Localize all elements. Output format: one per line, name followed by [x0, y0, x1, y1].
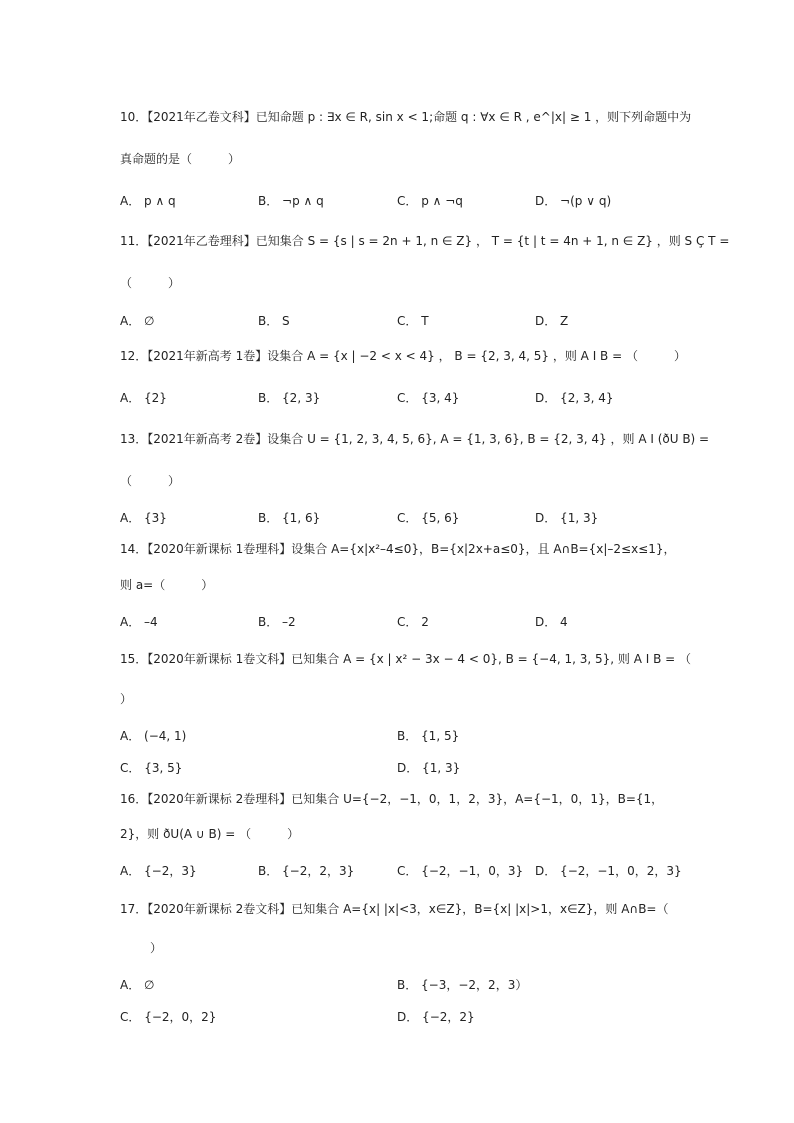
- q16-stem-cont: 2}，则 ðU(A ∪ B) = （ ）: [120, 827, 300, 841]
- q15-stem: 15．【2020年新课标 1卷文科】已知集合 A = {x | x² − 3x − 4 < 0}, B = {−4, 1, 3, 5}, 则 A I B = （: [120, 652, 692, 666]
- q14-option-d: D． 4: [535, 615, 568, 629]
- q11-option-a: A． ∅: [120, 314, 155, 328]
- q14-stem-cont: 则 a=（ ）: [120, 578, 214, 592]
- q13-option-b: B． {1, 6}: [258, 511, 321, 525]
- q10-option-d: D． ¬(p ∨ q): [535, 194, 612, 208]
- q16-stem: 16．【2020年新课标 2卷理科】已知集合 U={−2，−1，0，1，2，3}，A={−1，0，1}，B={1，: [120, 792, 664, 806]
- q12-option-b: B． {2, 3}: [258, 391, 321, 405]
- q11-stem-cont: （ ）: [120, 276, 181, 290]
- q16-option-b: B． {−2，2，3}: [258, 864, 355, 878]
- q16-option-a: A． {−2，3}: [120, 864, 197, 878]
- q10-stem: 10．【2021年乙卷文科】已知命题 p : ∃x ∈ R, sin x < 1;命题 q : ∀x ∈ R , e^|x| ≥ 1 ，则下列命题中为: [120, 110, 692, 124]
- q15-option-b: B． {1, 5}: [397, 729, 460, 743]
- q11-option-c: C． T: [397, 314, 429, 328]
- q12-option-d: D． {2, 3, 4}: [535, 391, 614, 405]
- q15-option-d: D． {1, 3}: [397, 761, 461, 775]
- q15-stem-cont: ）: [120, 692, 133, 706]
- q17-option-c: C． {−2，0，2}: [120, 1010, 217, 1024]
- q14-option-c: C． 2: [397, 615, 429, 629]
- q15-option-c: C． {3, 5}: [120, 761, 183, 775]
- q12-stem: 12．【2021年新高考 1卷】设集合 A = {x | −2 < x < 4} ， B = {2, 3, 4, 5} ，则 A I B = （ ）: [120, 349, 686, 363]
- q13-option-a: A． {3}: [120, 511, 167, 525]
- q12-option-c: C． {3, 4}: [397, 391, 460, 405]
- q13-option-c: C． {5, 6}: [397, 511, 460, 525]
- q16-option-d: D． {−2，−1，0，2，3}: [535, 864, 682, 878]
- q12-option-a: A． {2}: [120, 391, 167, 405]
- q17-option-d: D． {−2，2}: [397, 1010, 475, 1024]
- q10-option-c: C． p ∧ ¬q: [397, 194, 463, 208]
- q10-option-a: A． p ∧ q: [120, 194, 176, 208]
- q13-option-d: D． {1, 3}: [535, 511, 599, 525]
- q11-option-b: B． S: [258, 314, 290, 328]
- q13-stem-cont: （ ）: [120, 474, 181, 488]
- q15-option-a: A． (−4, 1): [120, 729, 187, 743]
- q17-option-a: A． ∅: [120, 978, 155, 992]
- q14-option-b: B． –2: [258, 615, 296, 629]
- q11-stem: 11．【2021年乙卷理科】已知集合 S = {s | s = 2n + 1, n ∈ Z} ， T = {t | t = 4n + 1, n ∈ Z} ，则 S Ç T =: [120, 234, 730, 248]
- q11-option-d: D． Z: [535, 314, 569, 328]
- q17-option-b: B． {−3，−2，2，3）: [397, 978, 528, 992]
- q17-stem-cont: ）: [150, 941, 163, 955]
- q13-stem: 13．【2021年新高考 2卷】设集合 U = {1, 2, 3, 4, 5, 6}, A = {1, 3, 6}, B = {2, 3, 4} ，则 A I (ðU B) =: [120, 432, 710, 446]
- q14-option-a: A． –4: [120, 615, 158, 629]
- q16-option-c: C． {−2，−1，0，3}: [397, 864, 524, 878]
- q10-stem-cont: 真命题的是（ ）: [120, 152, 241, 166]
- q14-stem: 14．【2020年新课标 1卷理科】设集合 A={x|x²–4≤0}，B={x|2x+a≤0}，且 A∩B={x|–2≤x≤1}，: [120, 542, 676, 556]
- q10-option-b: B． ¬p ∧ q: [258, 194, 324, 208]
- q17-stem: 17．【2020年新课标 2卷文科】已知集合 A={x| |x|<3，x∈Z}，B={x| |x|>1，x∈Z}，则 A∩B=（: [120, 902, 669, 916]
